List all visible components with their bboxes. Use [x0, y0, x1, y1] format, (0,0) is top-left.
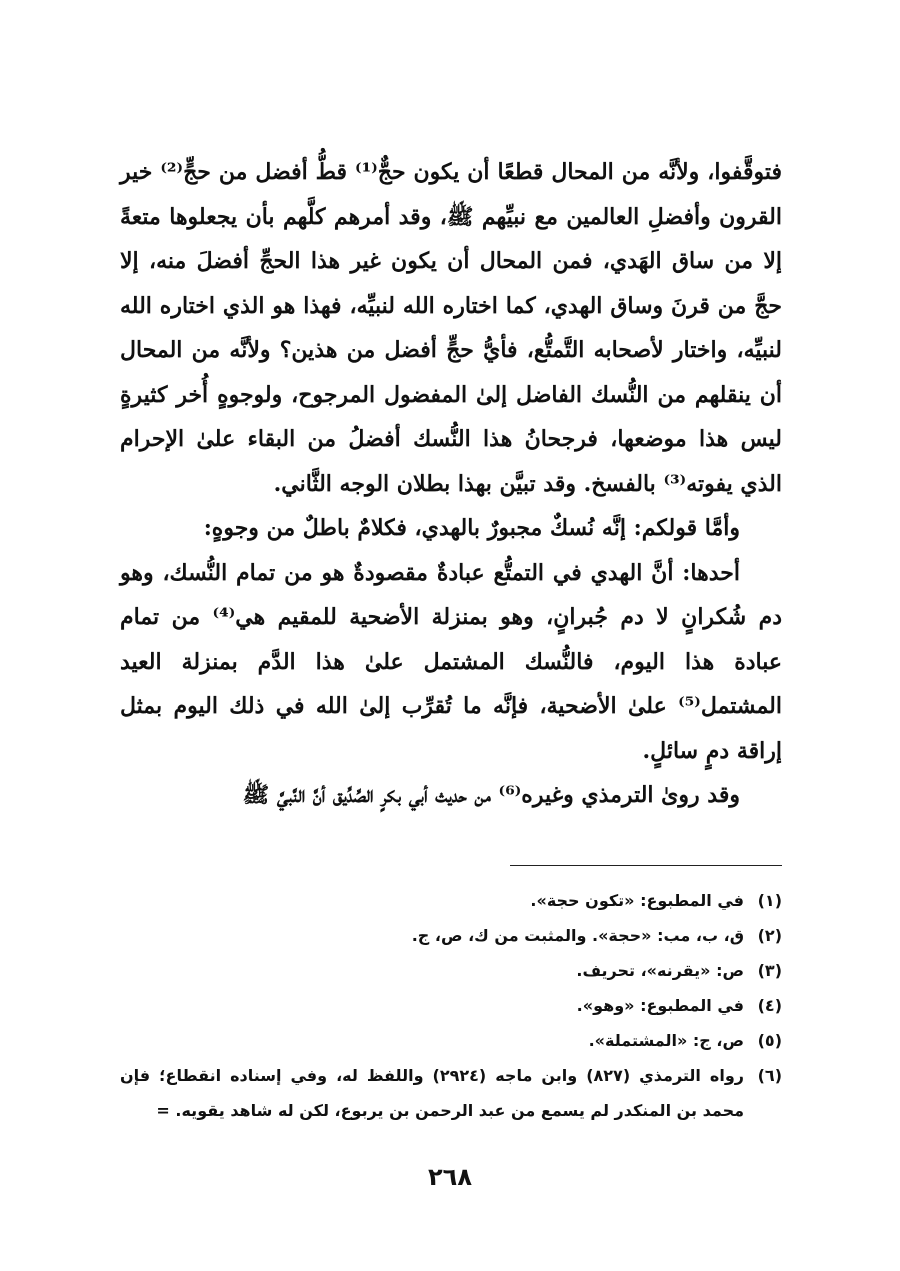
page-number: ٢٦٨ — [428, 1163, 472, 1191]
footnote-number: (٤) — [757, 996, 782, 1015]
main-text-block — [120, 150, 782, 818]
footnote-4 — [120, 988, 782, 1023]
footnote-number: (٢) — [757, 926, 782, 945]
footnote-text: في المطبوع: «وهو». — [576, 996, 744, 1015]
paragraph-1: فتوقَّفوا، ولأنَّه من المحال قطعًا أن يكون حجٌّ⁽¹⁾ قطُّ أفضل من حجٍّ⁽²⁾ خير القرون وأفضلِ العالمين مع نبيِّهم ﷺ، وقد أمرهم كلَّهم بأن يجعلوها متعةً إلا من ساق الهَدي، فمن المحال أن يكون غير هذا الحجِّ أفضلَ منه، إلا حجَّ من قرنَ وساق الهدي، كما اختاره الله لنبيِّه، فهذا هو الذي اختاره الله لنبيِّه، واختار لأصحابه التَّمتُّع، فأيُّ حجٍّ أفضل من هذين؟ ولأنَّه من المحال أن ينقلهم من النُّسك الفاضل إلىٰ المفضول المرجوح، ولوجوهٍ أُخر كثيرةٍ ليس هذا موضعها، فرجحانُ هذا النُّسك أفضلُ من البقاء علىٰ الإحرام الذي يفوته⁽³⁾ بالفسخ. وقد تبيَّن بهذا بطلان الوجه الثَّاني. — [120, 159, 783, 497]
footnote-1 — [120, 883, 782, 918]
footnote-divider — [510, 865, 782, 866]
footnote-number: (٦) — [757, 1066, 782, 1085]
footnote-text: ق، ب، مب: «حجة». والمثبت من ك، ص، ج. — [411, 926, 744, 945]
footnote-3 — [120, 953, 782, 988]
footnote-number: (٥) — [757, 1031, 782, 1050]
footnotes-list — [120, 883, 782, 1128]
paragraph-4: وقد روىٰ الترمذي وغيره⁽⁶⁾ من حديث أبي بكرٍ الصِّدِّيق أنَّ النَّبيَّ ﷺ — [242, 782, 740, 808]
footnote-text: رواه الترمذي (٨٢٧) وابن ماجه (٢٩٢٤) واللفظ له، وفي إسناده انقطاع؛ فإن محمد بن المنكدر لم يسمع من عبد الرحمن بن يربوع، لكن له شاهد يقويه. = — [120, 1066, 745, 1120]
footnote-text: ص، ج: «المشتملة». — [588, 1031, 744, 1050]
footnote-number: (٣) — [757, 961, 782, 980]
footnote-5 — [120, 1023, 782, 1058]
footnote-6 — [120, 1058, 782, 1128]
footnote-2 — [120, 918, 782, 953]
footnote-text: في المطبوع: «تكون حجة». — [530, 891, 744, 910]
paragraph-2: وأمَّا قولكم: إنَّه نُسكٌ مجبورٌ بالهدي، فكلامٌ باطلٌ من وجوهٍ: — [203, 515, 740, 541]
paragraph-3: أحدها: أنَّ الهدي في التمتُّع عبادةٌ مقصودةٌ هو من تمام النُّسك، وهو دم شُكرانٍ لا دم جُبرانٍ، وهو بمنزلة الأضحية للمقيم هي⁽⁴⁾ من تمام عبادة هذا اليوم، فالنُّسك المشتمل علىٰ هذا الدَّم بمنزلة العيد المشتمل⁽⁵⁾ علىٰ الأضحية، فإنَّه ما تُقرِّب إلىٰ الله في ذلك اليوم بمثل إراقة دمٍ سائلٍ. — [120, 559, 782, 764]
footnote-number: (١) — [757, 891, 782, 910]
footnote-text: ص: «يقرنه»، تحريف. — [576, 961, 744, 980]
